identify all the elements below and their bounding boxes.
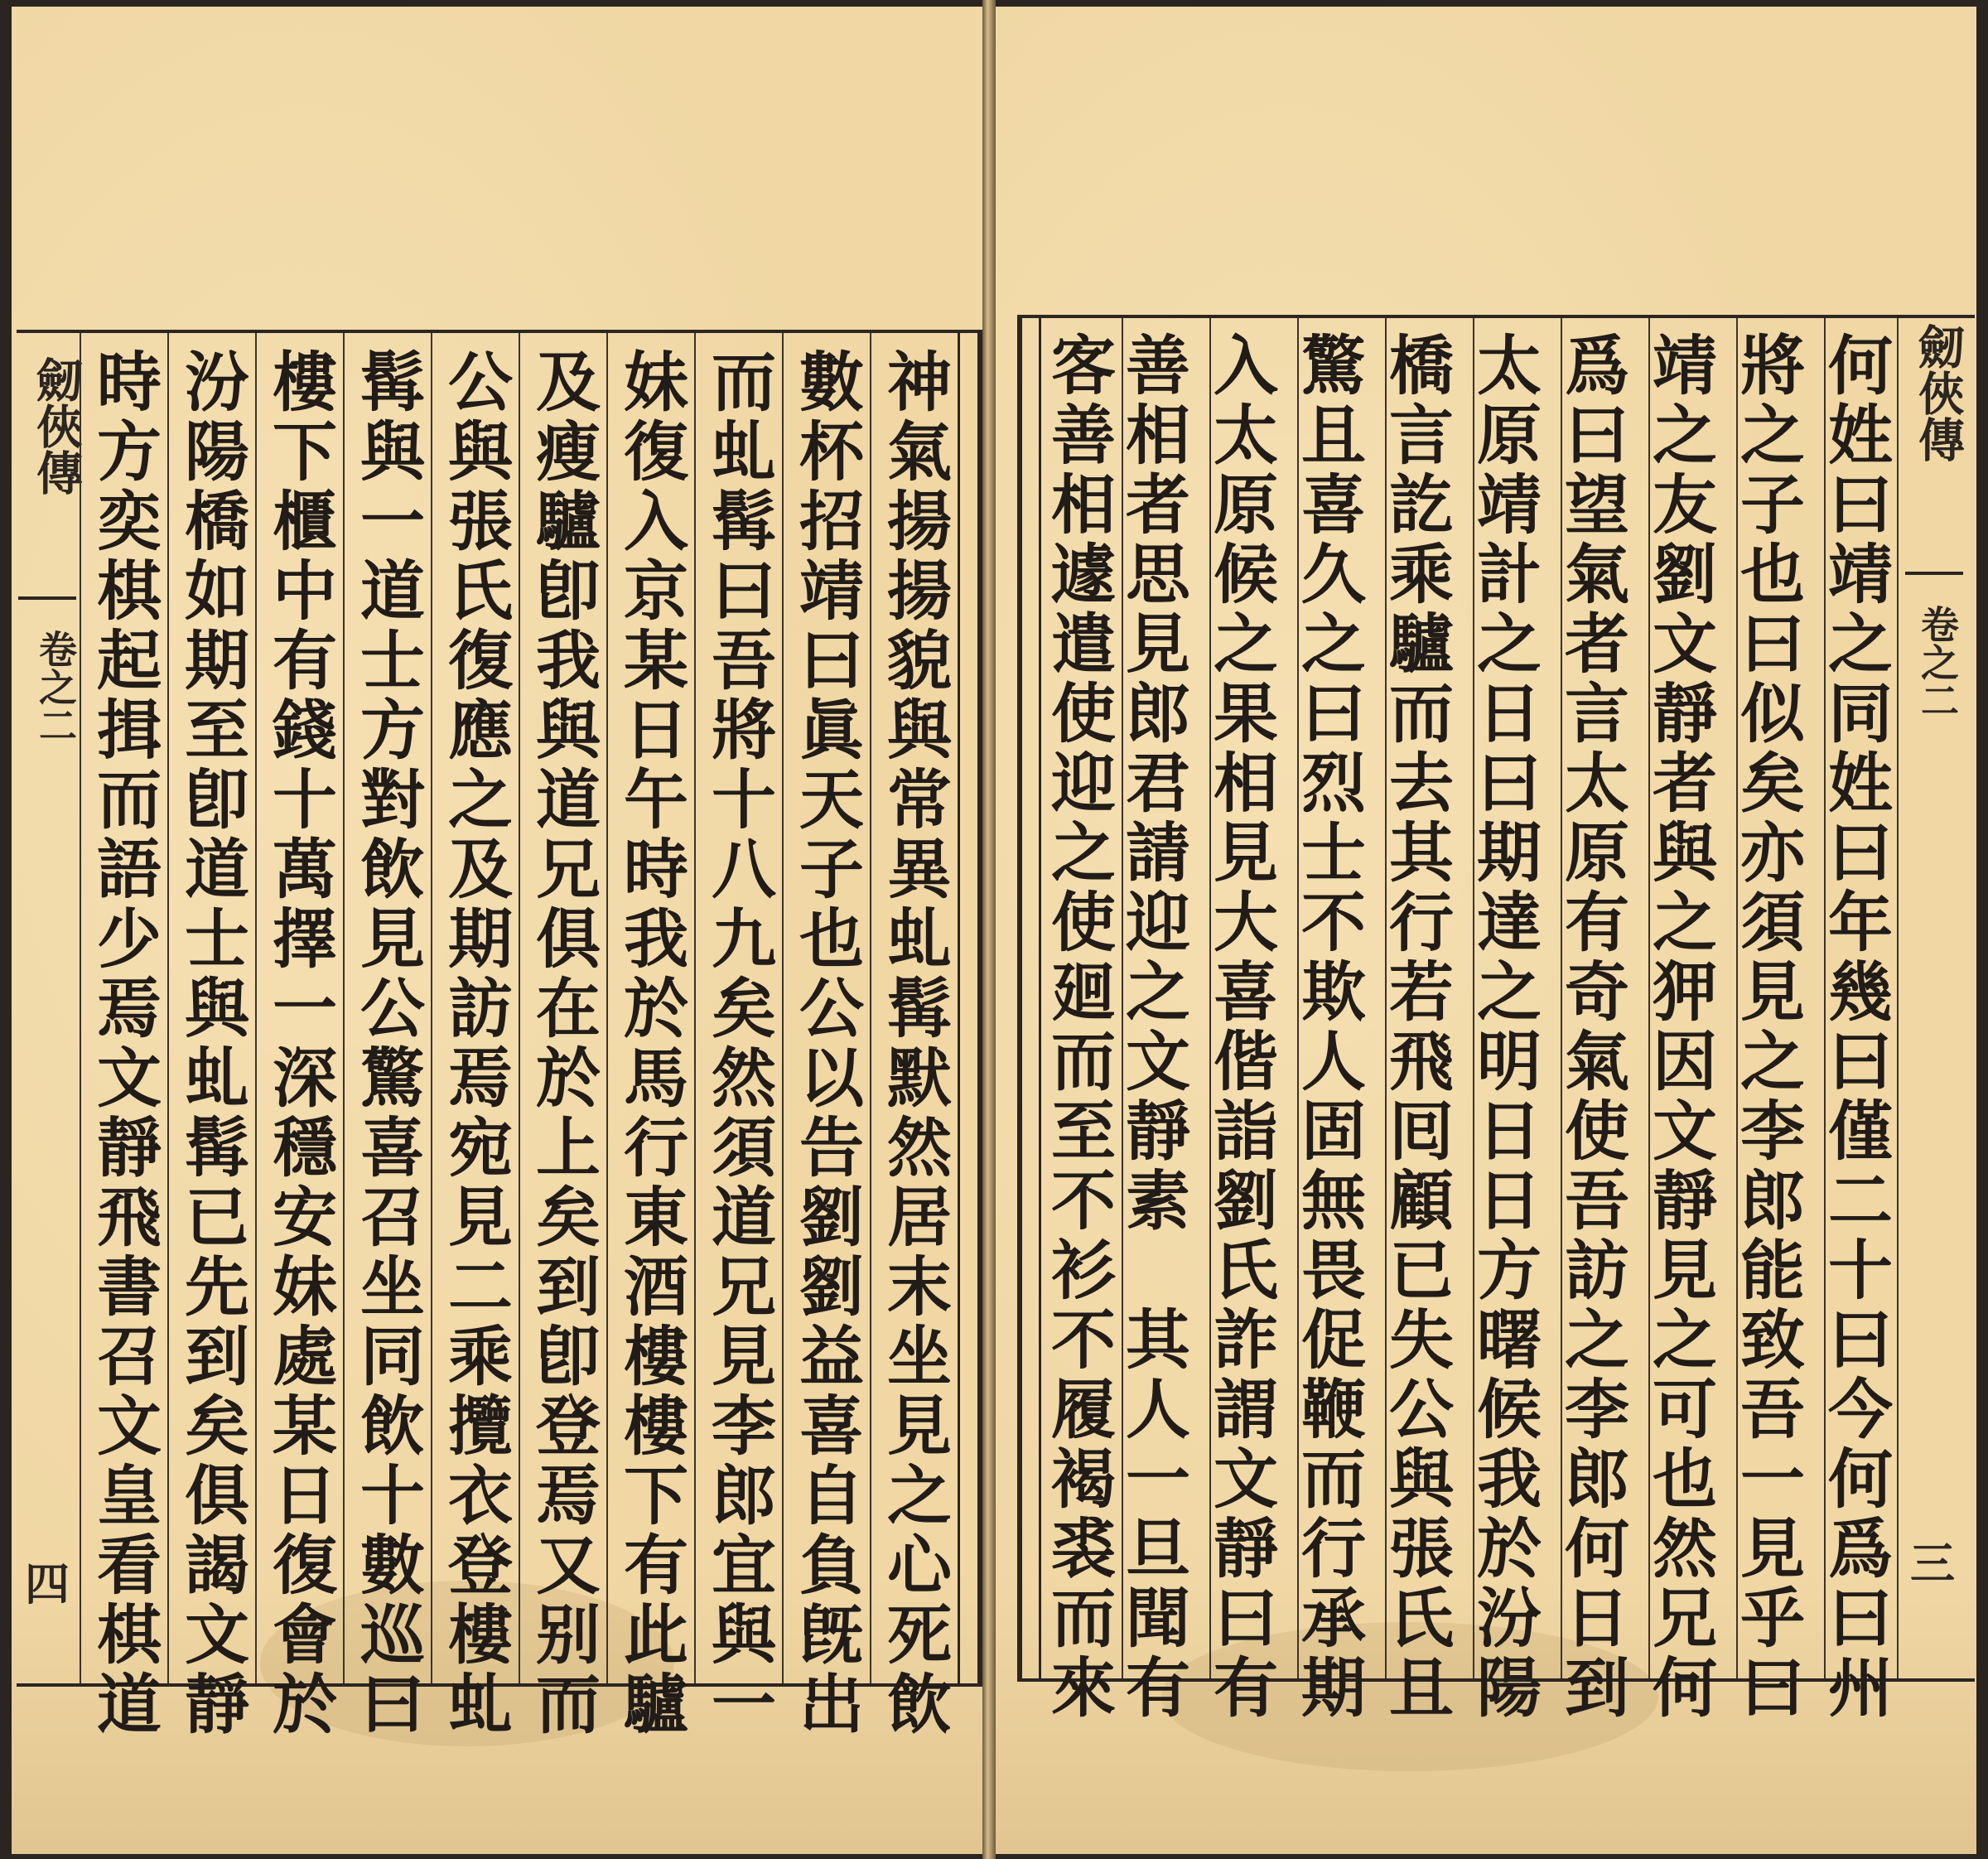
right-text-column: 驚且喜久之曰烈士不欺人固無畏促鞭而行承期 — [1291, 331, 1366, 1723]
right-text-column: 靖之友劉文靜者與之狎因文靜見之可也然兄何 — [1642, 331, 1717, 1723]
left-text-column: 髯與一道士方對飲見公驚喜召坐同飲十數巡曰 — [350, 348, 425, 1740]
left-text-column: 公與張氏復應之及期訪焉宛見二乘攬衣登樓虬 — [437, 348, 513, 1740]
right-text-column: 客善相遽遣使迎之使廻而至不衫不履褐裘而來 — [1040, 331, 1116, 1723]
right-text-column: 爲曰望氣者言太原有奇氣使吾訪之李郎何日到 — [1554, 331, 1629, 1723]
left-fishtail-mark — [18, 596, 76, 600]
right-text-column: 入太原候之果相見大喜偕詣劉氏詐謂文靜曰有 — [1203, 331, 1278, 1723]
left-banxin-juan: 卷之二 — [33, 630, 78, 744]
right-text-column: 何姓曰靖之同姓曰年幾曰僅二十曰今何爲曰州 — [1817, 331, 1893, 1723]
right-page-number: 三 — [1910, 1537, 1955, 1590]
left-text-column: 及瘦驢卽我與道兄俱在於上矣到卽登焉又别而 — [525, 348, 601, 1740]
right-banxin-title: 劒俠傳 — [1911, 323, 1966, 462]
left-text-column: 汾陽橋如期至卽道士與虬髯已先到矣俱謁文靜 — [174, 348, 249, 1740]
right-banxin-juan: 卷之二 — [1915, 605, 1960, 719]
left-text-column: 樓下櫃中有錢十萬擇一深穩安妹處某日復會於 — [262, 348, 337, 1740]
right-text-column: 橋言訖乘驢而去其行若飛囘顧已失公與張氏且 — [1378, 331, 1454, 1723]
right-text-column: 將之子也曰似矣亦須見之李郎能致吾一見乎曰 — [1730, 331, 1805, 1723]
right-text-column: 太原靖計之日曰期達之明日日方曙候我於汾陽 — [1466, 331, 1542, 1723]
left-text-column: 而虬髯曰吾將十八九矣然須道兄見李郎宜與一 — [701, 348, 776, 1740]
left-page-number: 四 — [25, 1557, 70, 1610]
frame-inner-line — [958, 333, 960, 1683]
left-text-column: 數杯招靖曰眞天子也公以告劉劉益喜自負旣出 — [789, 348, 864, 1740]
left-text-column: 時方奕棋起揖而語少焉文靜飛書召文皇看棋道 — [86, 348, 162, 1740]
left-text-column: 妹復入京某日午時我於馬行東酒樓樓下有此驢 — [613, 348, 688, 1740]
right-fishtail-mark — [1905, 572, 1963, 575]
left-text-column: 神氣揚揚貌與常異虬髯默然居末坐見之心死飲 — [876, 348, 952, 1740]
right-text-column: 善相者思見郎君請迎之文靜素 其人一旦聞有 — [1115, 331, 1190, 1723]
left-banxin-title: 劒俠傳 — [29, 356, 84, 495]
book-gutter — [982, 0, 996, 1859]
